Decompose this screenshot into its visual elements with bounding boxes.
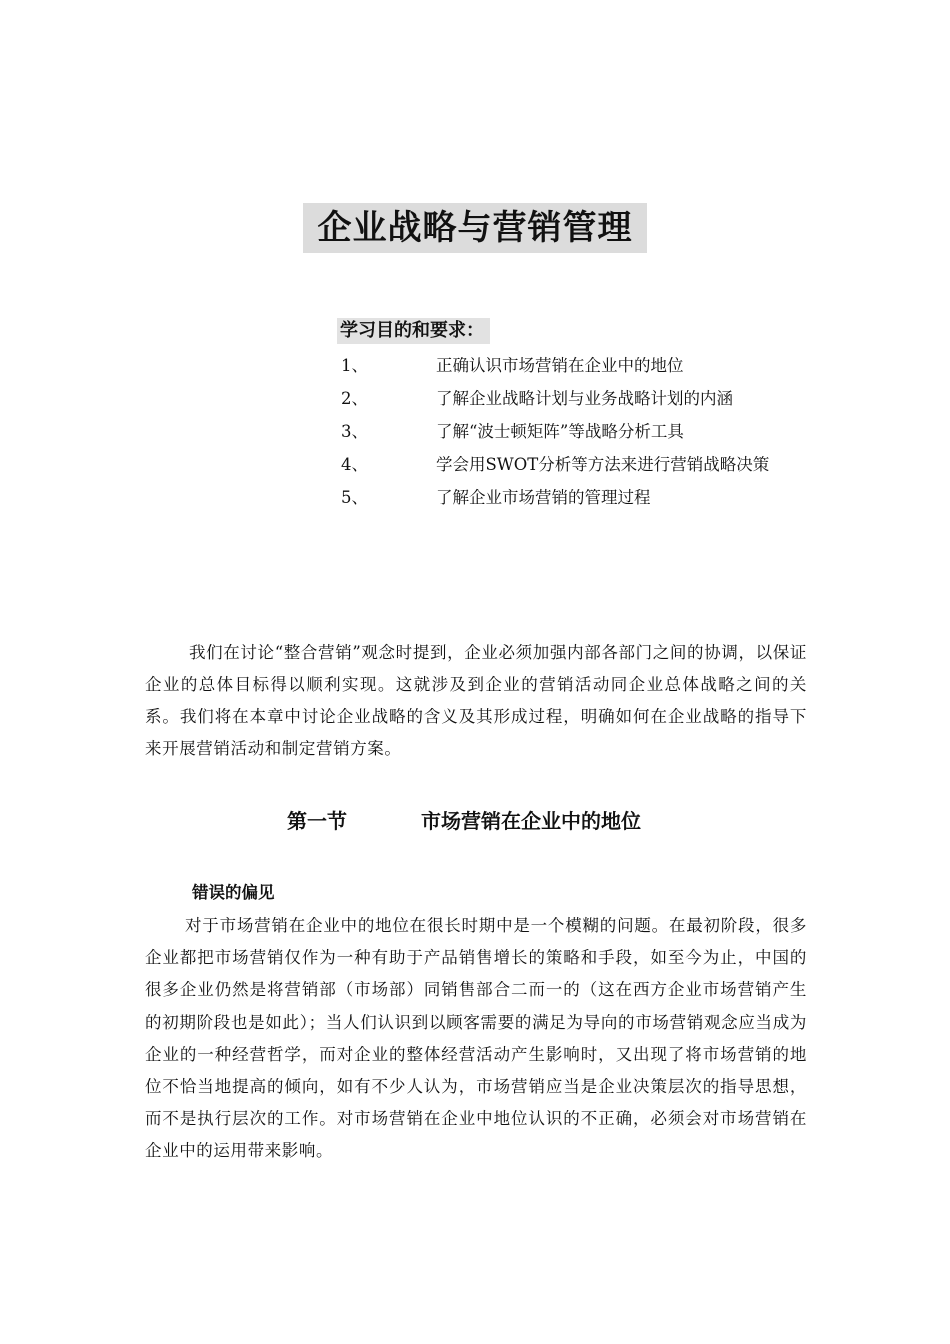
subsection-heading: 错误的偏见 [192, 883, 275, 902]
section-heading [0, 805, 950, 837]
intro-paragraph: 我们在讨论“整合营销”观念时提到，企业必须加强内部各部门之间的协调，以保证企业的总体目标得以顺利实现。这就涉及到企业的营销活动同企业总体战略之间的关系。我们将在本章中讨论企业战略的含义及其形成过程，明确如何在企业战略的指导下来开展营销活动和制定营销方案。 [145, 643, 807, 758]
objective-item [341, 452, 821, 478]
section-number: 第一节 [287, 809, 347, 833]
subsection-paragraph: 对于市场营销在企业中的地位在很长时期中是一个模糊的问题。在最初阶段，很多企业都把市场营销仅作为一种有助于产品销售增长的策略和手段，如至今为止，中国的很多企业仍然是将营销部（市场部）同销售部合二而一的（这在西方企业市场营销产生的初期阶段也是如此）；当人们认识到以顾客需要的满足为导向的市场营销观念应当成为企业的一种经营哲学，而对企业的整体经营活动产生影响时，又出现了将市场营销的地位不恰当地提高的倾向，如有不少人认为，市场营销应当是企业决策层次的指导思想，而不是执行层次的工作。对市场营销在企业中地位认识的不正确，必须会对市场营销在企业中的运用带来影响。 [145, 916, 807, 1161]
objective-number: 3、 [341, 422, 368, 441]
objective-text: 正确认识市场营销在企业中的地位 [436, 356, 684, 375]
objectives-heading: 学习目的和要求： [337, 318, 490, 344]
section-name: 市场营销在企业中的地位 [421, 809, 641, 833]
objective-text: 了解企业市场营销的管理过程 [436, 488, 651, 507]
objective-text: 学会用SWOT分析等方法来进行营销战略决策 [436, 455, 770, 474]
objective-item [341, 419, 821, 445]
objective-item [341, 485, 821, 511]
document-title: 企业战略与营销管理 [303, 203, 647, 253]
objective-text: 了解“波士顿矩阵”等战略分析工具 [436, 422, 684, 441]
objective-number: 2、 [341, 389, 368, 408]
objective-number: 1、 [341, 356, 368, 375]
objective-item [341, 353, 821, 379]
objective-item [341, 386, 821, 412]
objective-number: 4、 [341, 455, 368, 474]
objective-text: 了解企业战略计划与业务战略计划的内涵 [436, 389, 733, 408]
objective-number: 5、 [341, 488, 368, 507]
